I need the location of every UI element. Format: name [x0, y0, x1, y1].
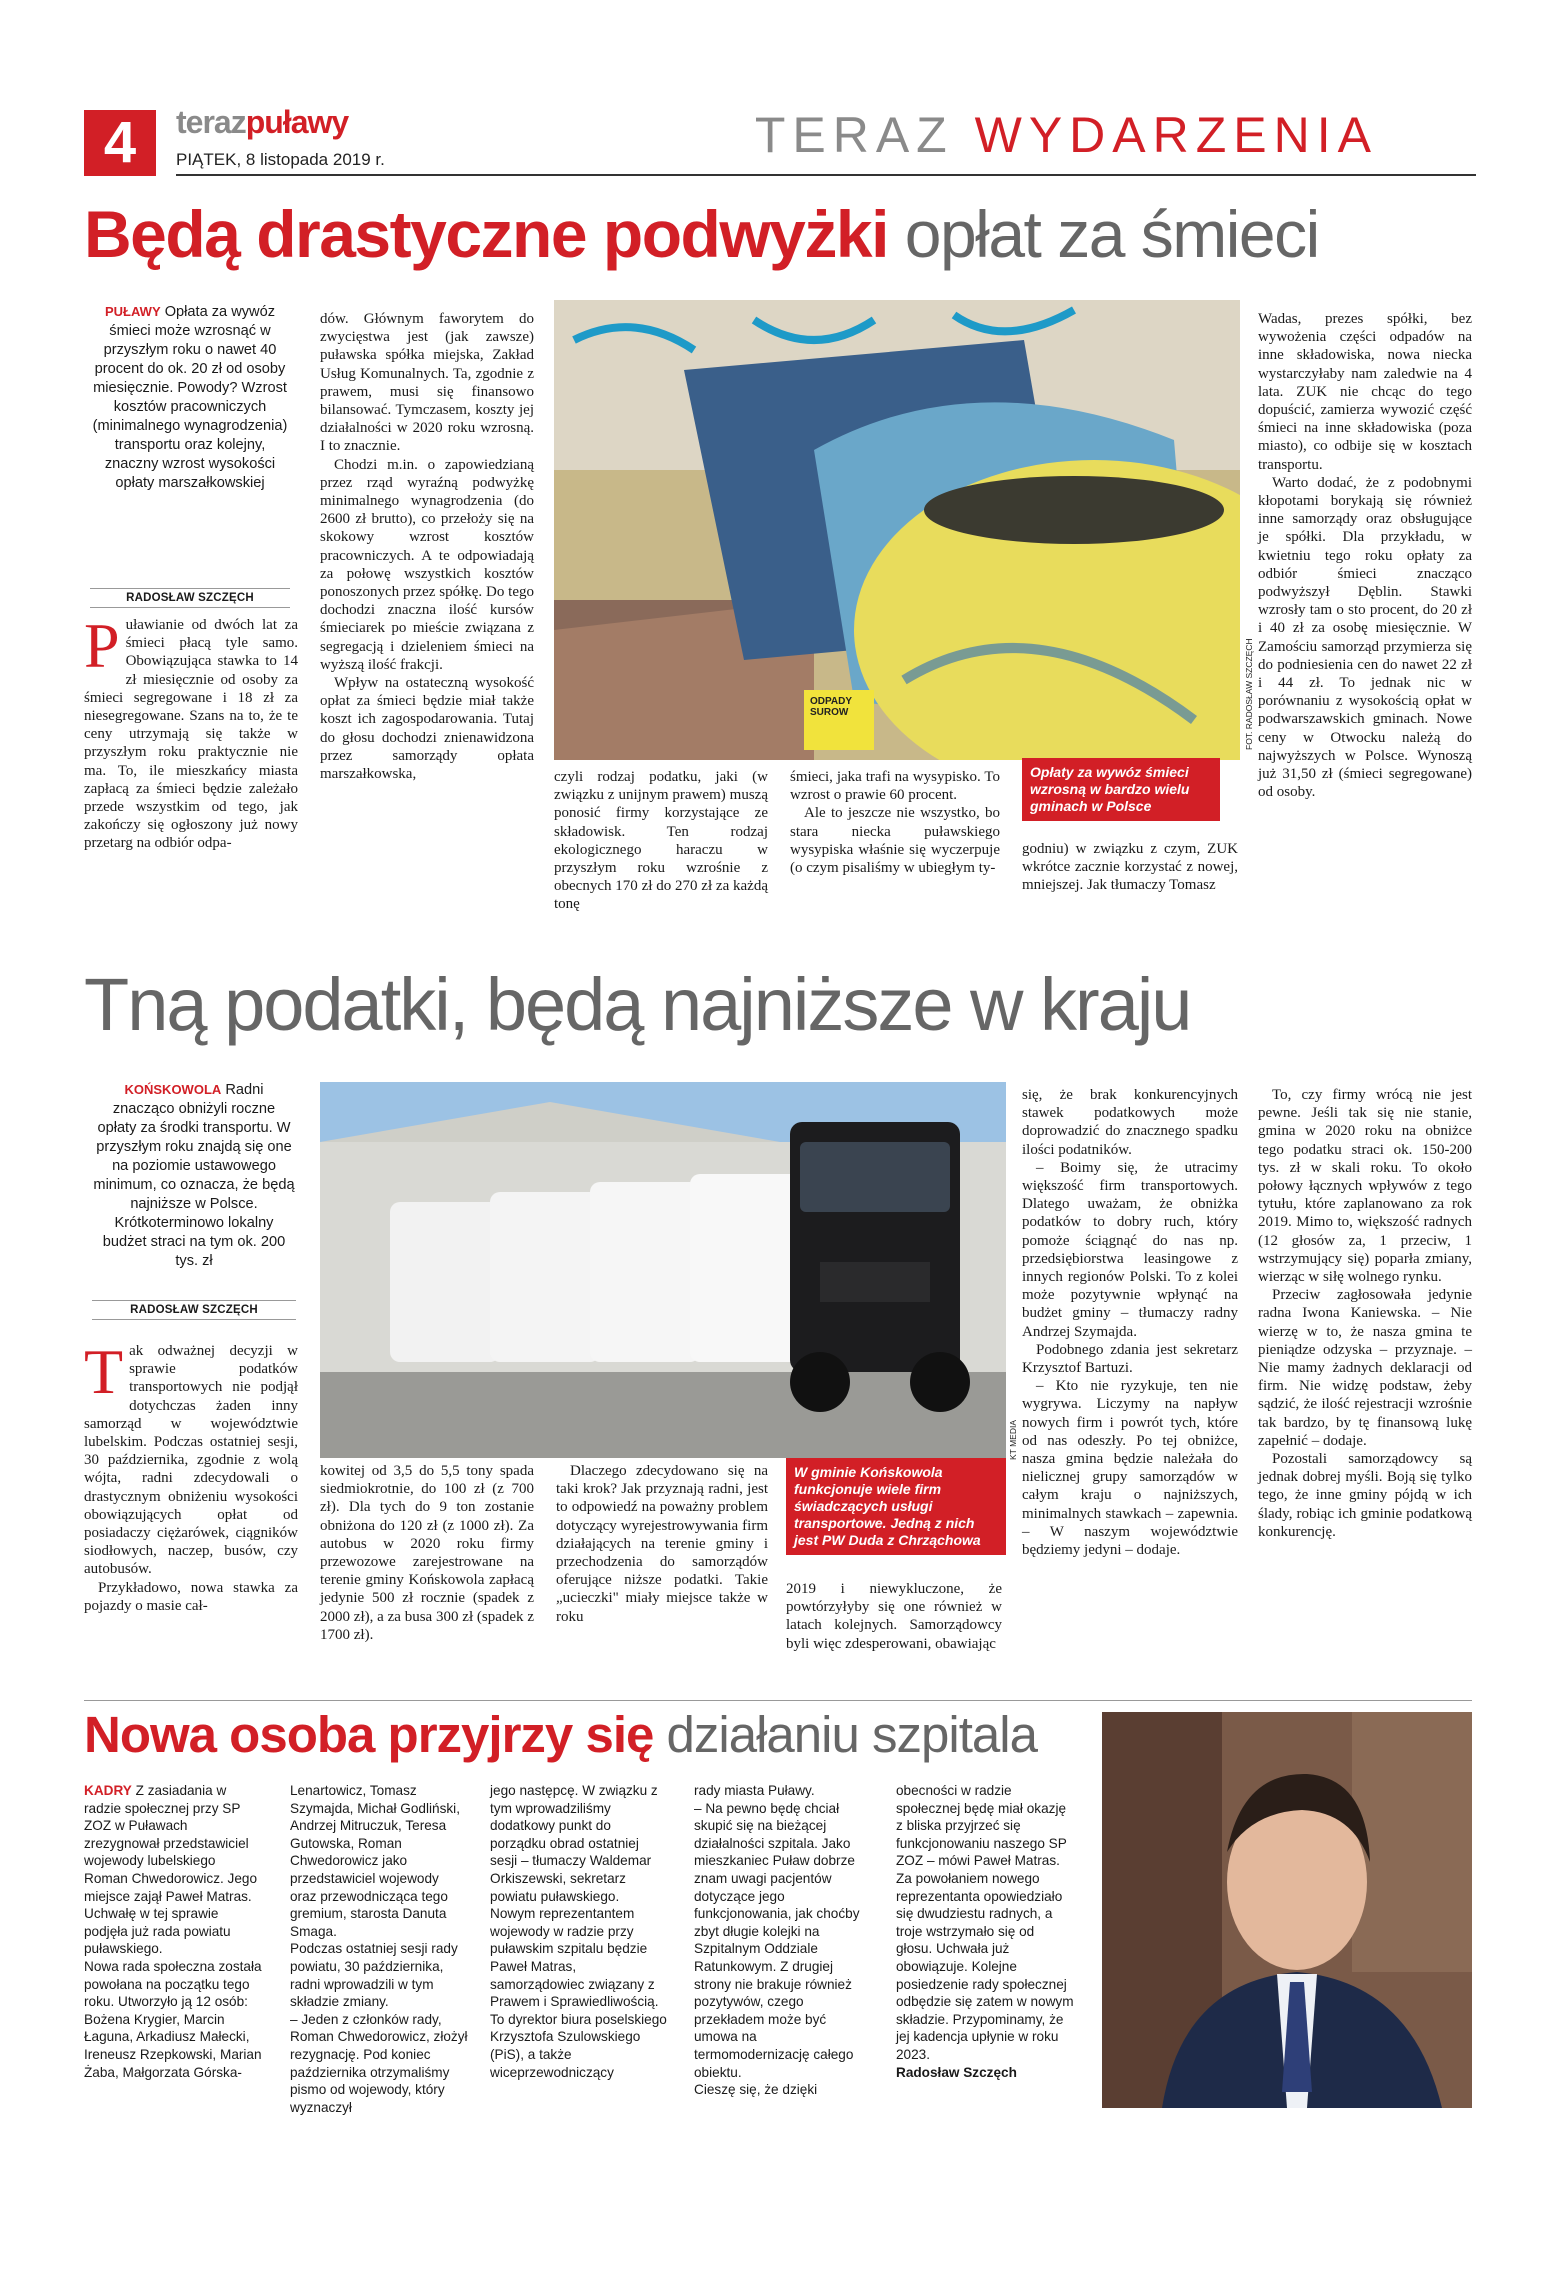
page-number-box: 4 — [84, 110, 156, 176]
article2-byline: RADOSŁAW SZCZĘCH — [92, 1300, 296, 1320]
article1-title: Będą drastyczne podwyżki opłat za śmieci — [84, 197, 1319, 271]
article3-col5: obecności w radzie społecznej będę miał okazję z bliska przyjrzeć się funkcjonowaniu naszego SP ZOZ – mówi Paweł Matras. Za powołaniem nowego reprezentanta opowiedziało się dwudziestu radnych, a troje wstrzymało się od głosu. Uchwała już obowiązuje. Kolejne posiedzenie rady społecznej odbędzie się zatem w nowym składzie. Przypominamy, że jej kadencja upłynie w roku 2023. Radosław Szczęch — [896, 1783, 1074, 2080]
article1-col5: godniu) w związku z czym, ZUK wkrótce zacznie korzystać z nowej, mniejszej. Jak tłumaczy Tomasz — [1022, 841, 1238, 894]
section-title: TERAZ WYDARZENIA — [754, 107, 1378, 163]
article2-photo — [320, 1082, 1006, 1458]
article1-col4: śmieci, jaka trafi na wysypisko. To wzrost o prawie 60 procent. Ale to jeszcze nie wszystko, bo stara niecka puławskiego wysypiska właśnie się wyczerpuje (o czym pisaliśmy w ubiegłym ty- — [790, 769, 1000, 877]
article1-photo-credit: FOT. RADOSŁAW SZCZĘCH — [1244, 638, 1254, 750]
trucks-illustration — [320, 1082, 1006, 1458]
article2-title: Tną podatki, będą najniższe w kraju — [84, 963, 1191, 1046]
brand-logo: terazpuławy — [176, 104, 349, 140]
article3-col3: jego następcę. W związku z tym wprowadziliśmy dodatkowy punkt do porządku obrad ostatniej sesji – tłumaczy Waldemar Orkiszewski, sekretarz powiatu puławskiego. Nowym reprezentantem wojewody w radzie przy puławskim szpitalu będzie Paweł Matras, samorządowiec związany z Prawem i Sprawiedliwością. To dyrektor biura poselskiego Krzysztofa Szulowskiego (PiS), a także wiceprzewodniczący — [490, 1783, 667, 2080]
article1-lead: PUŁAWY Opłata za wywóz śmieci może wzrosnąć w przyszłym roku o nawet 40 procent do ok. 20 zł od osoby miesięcznie. Powody? Wzrost kosztów pracowniczych (minimalnego wynagrodzenia) transportu oraz kolejny, znaczny wzrost wysokości opłaty marszałkowskiej — [92, 304, 288, 491]
bins-illustration — [554, 300, 1240, 760]
issue-date: PIĄTEK, 8 listopada 2019 r. — [176, 150, 385, 169]
article3-photo — [1102, 1712, 1472, 2108]
bin-label: ODPADY SUROW — [810, 696, 852, 718]
header-rule — [176, 174, 1476, 176]
article2-photo-credit: KT MEDIA — [1008, 1420, 1018, 1460]
article3-col4: rady miasta Puławy. – Na pewno będę chciał skupić się na bieżącej działalności szpitala. Jako mieszkaniec Puław dobrze znam uwagi pacjentów dotyczące jego funkcjonowania, jak choćby zbyt długie kolejki na Szpitalnym Oddziale Ratunkowym. Z drugiej strony nie brakuje również pozytywów, czego przekładem może być umowa na termomodernizację całego obiektu. Cieszę się, że dzięki — [694, 1783, 860, 2098]
article1-byline: RADOSŁAW SZCZĘCH — [90, 588, 290, 608]
article1-caption: Opłaty za wywóz śmieci wzrosną w bardzo wielu gminach w Polsce — [1022, 758, 1220, 821]
signature: Radosław Szczęch — [896, 2064, 1017, 2080]
article2-col3: Dlaczego zdecydowano się na taki krok? Jak przyznają radni, jest to odpowiedź na poważny problem dotyczący wyrejestrowywania firm działających na terenie gminy i przechodzenia do samorządów oferujące niższe podatki. Takie „ucieczki" miały miejsce także w roku — [556, 1463, 768, 1625]
portrait-illustration — [1102, 1712, 1472, 2108]
article2-col4: 2019 i niewykluczone, że powtórzyłyby się one również w latach kolejnych. Samorządowcy byli więc zdesperowani, obawiając — [786, 1581, 1002, 1652]
drop-cap: P — [84, 610, 120, 681]
article3-col2: Lenartowicz, Tomasz Szymajda, Michał Godliński, Andrzej Mitruczuk, Teresa Gutowska, Roman Chwedorowicz jako przedstawiciel wojewody oraz przewodnicząca tego gremium, starosta Danuta Smaga. Podczas ostatniej sesji rady powiatu, 30 października, radni wprowadzili w tym składzie zmiany. – Jeden z członków rady, Roman Chwedorowicz, złożył rezygnację. Pod koniec października otrzymaliśmy pismo od wojewody, który wyznaczył — [290, 1783, 468, 2115]
article3-rule — [84, 1700, 1472, 1701]
article1-photo — [554, 300, 1240, 760]
article1-col1: Puławianie od dwóch lat za śmieci płacą tyle samo. Obowiązująca stawka to 14 zł miesięcznie od osoby za śmieci segregowane i 18 zł za niesegregowane. Szans na to, że te ceny utrzymają się także w przyszłym roku praktycznie nie ma. To, ile mieszkańcy miasta zapłacą za śmieci będzie zależało przede wszystkim od tego, jak zakończy się ogłoszony już nowy przetarg na odbiór odpa- — [84, 610, 298, 852]
article3-title: Nowa osoba przyjrzy się działaniu szpitala — [84, 1706, 1037, 1763]
article2-col5: się, że brak konkurencyjnych stawek podatkowych może doprowadzić do znacznego spadku ilości podatników. – Boimy się, że utracimy większość firm transportowych. Dlatego uważam, że obniżka podatków to dobry ruch, który pomoże ściągnąć do nas np. przedsiębiorstwa leasingowe z innych regionów Polski. To z kolei może pozytywnie wpłynąć na budżet gminy – tłumaczy radny Andrzej Szymajda. Podobnego zdania jest sekretarz Krzysztof Bartuzi. – Kto nie ryzykuje, ten nie wygrywa. Liczymy na napływ nowych firm i powrót tych, które od nas odeszły. Po tej obniżce, nasza gmina będzie należała do nielicznej grupy samorządów w całym kraju o najniższych, minimalnych stawkach – zapewnia. – W naszym województwie będziemy jedyni – dodaje. — [1022, 1087, 1238, 1559]
article2-col6: To, czy firmy wrócą nie jest pewne. Jeśli tak się nie stanie, gmina w 2020 roku na obniżce tego podatku straci ok. 150-200 tys. zł w skali roku. To około połowy łącznych wpływów z tego tytułu, które zaplanowano za rok 2019. Mimo to, większość radnych (12 głosów za, 1 przeciw, 1 wstrzymujący się) poparła zmiany, wierząc w siłę wolnego rynku. Przeciw zagłosowała jedynie radna Iwona Kaniewska. – Nie wierzę w to, że nasza gmina te pieniądze odzyska – przyznaje. – Nie mamy żadnych deklaracji od firm. Nie widzę podstaw, żeby sądzić, że ilość rejestracji wzrośnie tak bardzo, by tę finansową lukę zapełnić – dodaje. Pozostali samorządowcy są jednak dobrej myśli. Boją się tylko tego, że inne gminy pójdą w ich ślady, robiąc ich gminie podatkową konkurencję. — [1258, 1087, 1472, 1540]
article2-col1: Tak odważnej decyzji w sprawie podatków transportowych nie podjął dotychczas żaden inny samorząd w województwie lubelskim. Podczas ostatniej sesji, 30 października, zgodnie z wolą wójta, radni zdecydowali o drastycznym obniżeniu wysokości obowiązujących opłat od posiadaczy ciężarówek, ciągników siodłowych, naczep, busów, czy autobusów. Przykładowo, nowa stawka za pojazdy o masie cał- — [84, 1336, 298, 1614]
article1-col6: Wadas, prezes spółki, bez wywożenia części odpadów na inne składowiska, nowa niecka wystarczyłaby nam zaledwie na 4 lata. ZUK nie chcąc do tego dopuścić, zamierza wywozić część śmieci na inne składowiska (poza miasto), co odbije się w kosztach transportu. Warto dodać, że z podobnymi kłopotami borykają się również inne samorządy oraz obsługujące je spółki. Dla przykładu, w kwietniu tego roku opłaty za odbiór śmieci znacząco podwyższył Dęblin. Stawki wzrosły tam o sto procent, do 20 zł i 40 zł za osobę miesięcznie. W Zamościu samorząd przymierza się do podniesienia cen do nawet 22 zł i 44 zł. To jednak nic w porównaniu z wysokością opłat w podwarszawskich gminach. Nowe ceny w Otwocku należą do najwyższych w Polsce. Wynoszą już 31,50 zł (śmieci segregowane) od osoby. — [1258, 311, 1472, 801]
article3-col1: KADRY Z zasiadania w radzie społecznej przy SP ZOZ w Puławach zrezygnował przedstawiciel wojewody lubelskiego Roman Chwedorowicz. Jego miejsce zajął Paweł Matras. Uchwałę w tej sprawie podjęła już rada powiatu puławskiego. Nowa rada społeczna została powołana na początku tego roku. Utworzyło ją 12 osób: Bożena Krygier, Marcin Łaguna, Arkadiusz Małecki, Ireneusz Rzepkowski, Marian Żaba, Małgorzata Górska- — [84, 1783, 262, 2080]
article1-col2: dów. Głównym faworytem do zwycięstwa jest (jak zawsze) puławska spółka miejska, Zakład Usług Komunalnych. Ta, zgodnie z prawem, musi się finansowo bilansować. Tymczasem, koszty jej działalności w 2020 roku wzrosną. I to znacznie. Chodzi m.in. o zapowiedzianą przez rząd wyraźną podwyżkę minimalnego wynagrodzenia (do 2600 zł brutto), co przełoży się na skokowy wzrost kosztów pracowniczych. A te odpowiadają za połowę wszystkich kosztów ponoszonych przez spółkę. Do tego dochodzi znaczna ilość kursów śmieciarek po mieście związana z segregacją i dzieleniem śmieci na wyższą ilość frakcji. Wpływ na ostateczną wysokość opłat za śmieci będzie miał także koszt ich zagospodarowania. Tutaj do głosu dochodzi znienawidzona przez samorządy opłata marszałkowska, — [320, 311, 534, 783]
article1-col3: czyli rodzaj podatku, jaki (w związku z unijnym prawem) muszą ponosić firmy korzystające ze składowisk. Ten rodzaj ekologicznego haraczu w przyszłym roku wzrośnie z obecnych 170 zł do 270 zł za każdą tonę — [554, 769, 768, 913]
article2-lead: KOŃSKOWOLA Radni znacząco obniżyli roczne opłaty za środki transportu. W przyszłym roku znajdą się one na poziomie ustawowego minimum, co oznacza, że będą najniższe w Polsce. Krótkoterminowo lokalny budżet straci na tym ok. 200 tys. zł — [93, 1082, 295, 1269]
drop-cap: T — [84, 1336, 124, 1407]
article2-caption: W gminie Końskowola funkcjonuje wiele firm świadczących usługi transportowe. Jedną z nich jest PW Duda z Chrząchowa — [786, 1458, 1006, 1555]
article2-col2: kowitej od 3,5 do 5,5 tony spada siedmiokrotnie, do 100 zł (z 700 zł). Dla tych do 9 ton zostanie obniżona do 120 zł (z 1000 zł). Za autobus w 2020 roku firmy przewozowe zarejestrowane na terenie gminy Końskowola zapłacą jedynie 500 zł rocznie (spadek z 2000 zł), a za busa 300 zł (spadek z 1700 zł). — [320, 1463, 534, 1643]
